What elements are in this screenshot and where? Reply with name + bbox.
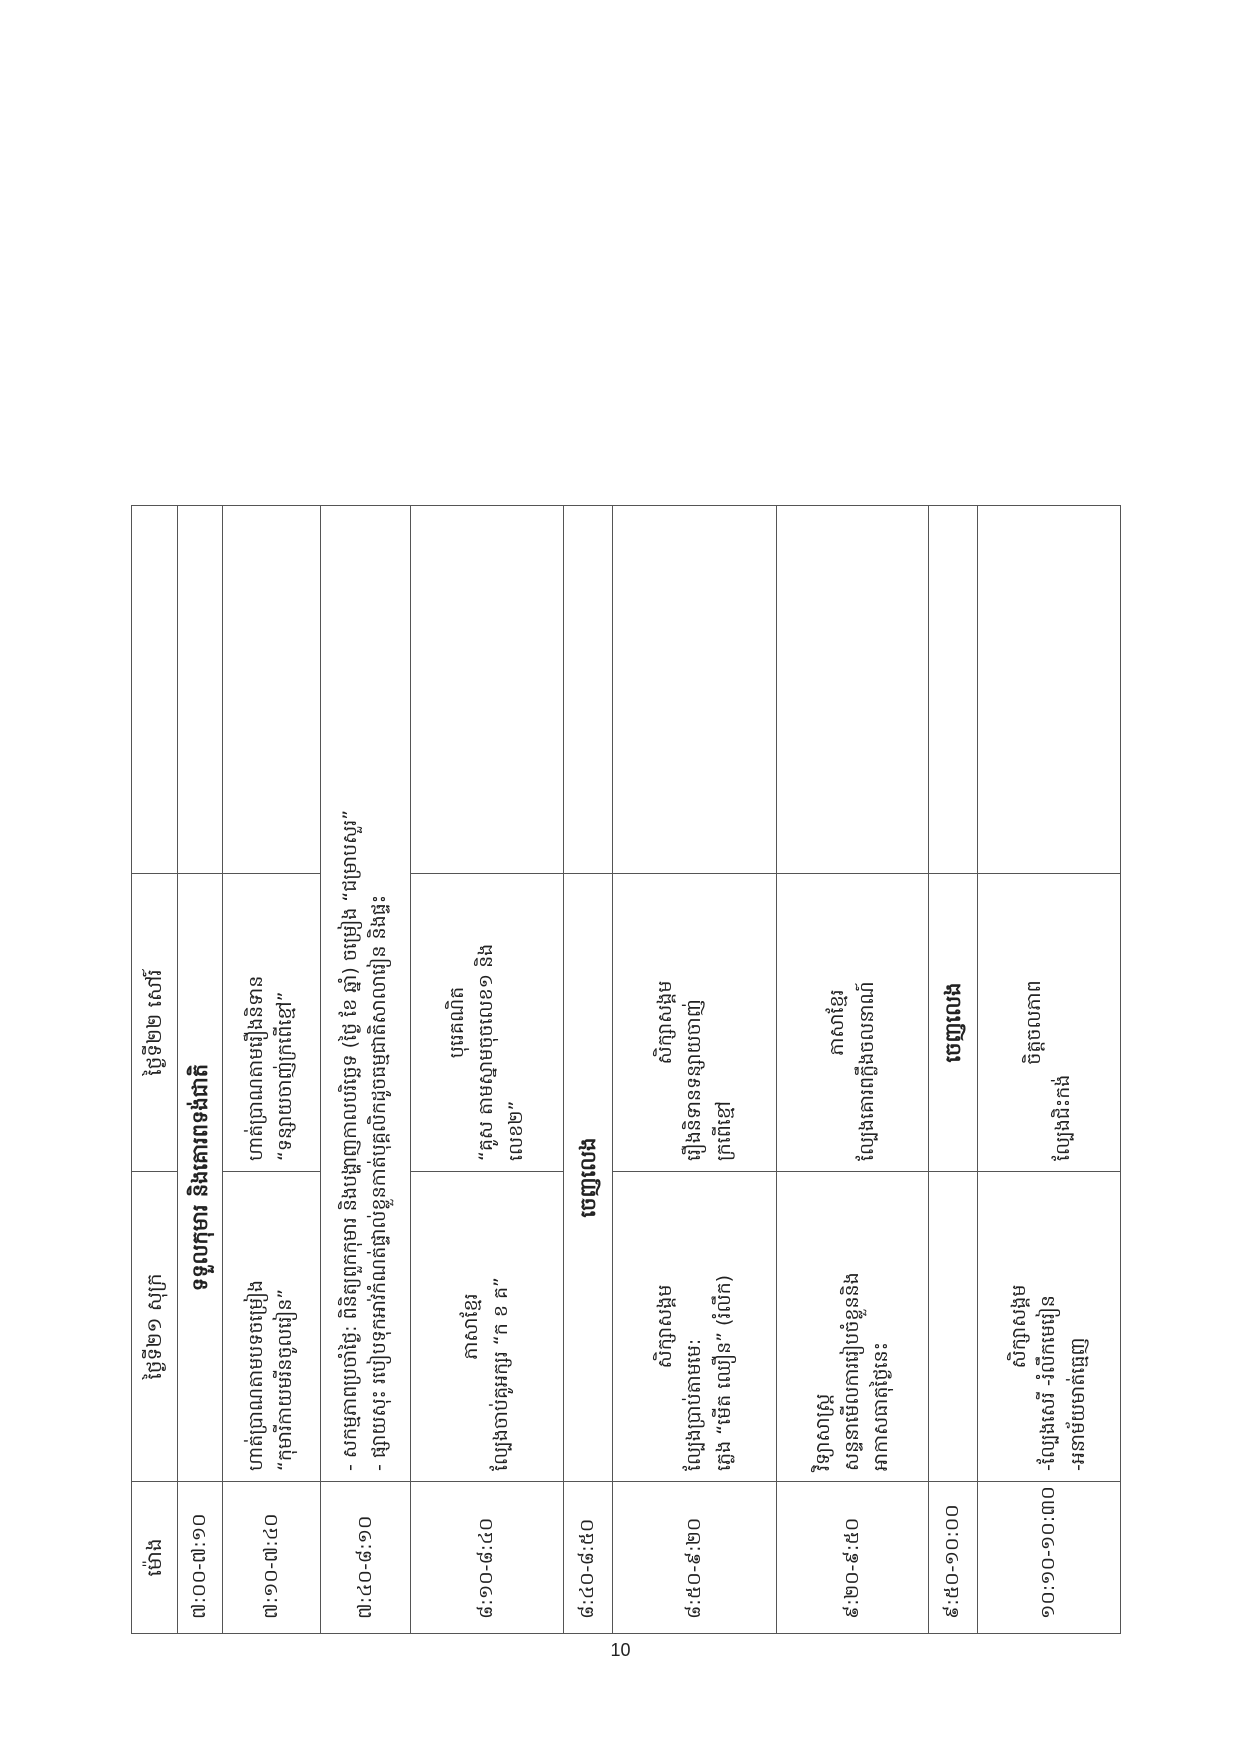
rotated-table-wrapper bbox=[131, 506, 1121, 1634]
subject-label: ភាសាខ្មែរ bbox=[460, 1293, 483, 1360]
activity-line: ល្បែងចាប់គូអក្សរ “ក ខ គ” bbox=[489, 1277, 512, 1471]
activity-line: - ផ្សាយសុះ របៀបទុកអាវ់កំណត់ផ្ទាល់ខ្លួនកាត់បុគ្គលិកដូចធម្មជាតិសាលារៀន និងផ្ទះ bbox=[368, 894, 391, 1471]
activity-line: ល្បែងជិះកង់ bbox=[1051, 1074, 1074, 1161]
activity-cell bbox=[777, 874, 928, 1172]
activity-line: ល្បែងប្រាប់តាមមេ: bbox=[683, 1338, 706, 1471]
activity-cell bbox=[410, 874, 564, 1172]
empty-cell bbox=[613, 506, 777, 874]
activity-line: - សកម្មភាពប្រចាំថ្ងៃ: ពិនិត្យពួកកុមារ និងបង្ហាញកាលបរិច្ឆេទ (ថ្ងៃ ខែ ឆ្នាំ) ចម្រៀង “ជម្រាបសួរ” bbox=[338, 809, 361, 1471]
subject-label: សិក្សាសង្គម bbox=[653, 980, 676, 1065]
table-row bbox=[178, 506, 223, 1634]
activity-line: “គូស តាមស្នាមចុចលេខ១ និង bbox=[475, 943, 498, 1161]
time-cell: ៩:៥០-១០:០០ bbox=[928, 1482, 977, 1634]
subject-label: បុរេគណិត bbox=[445, 986, 468, 1059]
activity-line: សន្ទនាមើលការរៀបចំខ្លួននិង bbox=[840, 1272, 863, 1471]
empty-cell bbox=[564, 506, 613, 874]
activity-line: -ល្បែងសេរី -រំលឹកមេរៀន bbox=[1037, 1295, 1060, 1471]
header-extra bbox=[132, 506, 178, 874]
activity-line: រឿងនិទានទន្សាយចាញ់ bbox=[683, 999, 706, 1161]
header-day-22: ថ្ងៃទី២២ សៅរ៍ bbox=[132, 874, 178, 1172]
table-row bbox=[564, 506, 613, 1634]
activity-line: អាកាសធាតុថ្ងៃនេះ bbox=[870, 1342, 893, 1471]
activity-line: ហាត់ប្រាណតាមរឿងនិទាន bbox=[244, 975, 267, 1161]
activity-line: -អនាម័យមាត់ធ្មេញ bbox=[1066, 1337, 1089, 1471]
table-row bbox=[928, 506, 977, 1634]
subject-label: ចិត្តចលភាព bbox=[1022, 980, 1045, 1065]
activity-line: ហាត់ប្រាណតាមបទចម្រៀង bbox=[244, 1280, 267, 1471]
activity-cell bbox=[613, 1172, 777, 1482]
activity-cell bbox=[410, 1172, 564, 1482]
table-row bbox=[977, 506, 1120, 1634]
time-cell: ៧:១០-៧:៤០ bbox=[222, 1482, 320, 1634]
activity-line: ល្បែងគោរពក្លឹងចលនាណ៍ bbox=[855, 981, 878, 1161]
activity-cell bbox=[222, 874, 320, 1172]
table-row bbox=[613, 506, 777, 1634]
time-cell: ៩:២០-៩:៥០ bbox=[777, 1482, 928, 1634]
activity-cell bbox=[977, 874, 1120, 1172]
table-row bbox=[410, 506, 564, 1634]
activity-cell bbox=[977, 1172, 1120, 1482]
break-cell: ចេញលេង bbox=[928, 874, 977, 1172]
activity-line: “កុមារីកាយមរីនចូលរៀន” bbox=[274, 1288, 297, 1471]
activity-cell bbox=[222, 1172, 320, 1482]
rotated-table bbox=[131, 506, 1121, 1634]
merged-activity-cell: ទទួលកុមារ និងគោរពទង់ជាតិ bbox=[178, 874, 223, 1482]
header-day-21: ថ្ងៃទី២១ សុក្រ bbox=[132, 1172, 178, 1482]
break-cell: ចេញលេង bbox=[564, 874, 613, 1482]
activity-line: ភ្លេង “មើត ឈឿន” (រំលឹក) bbox=[712, 1274, 735, 1471]
table-row bbox=[777, 506, 928, 1634]
subject-label: វិទ្យាសាស្ត្រ bbox=[811, 1393, 834, 1471]
empty-cell bbox=[977, 506, 1120, 874]
header-time: ម៉ោង bbox=[132, 1482, 178, 1634]
empty-cell bbox=[410, 506, 564, 874]
merged-activity-cell bbox=[320, 506, 410, 1482]
time-cell: ១០:១០-១០:៣០ bbox=[977, 1482, 1120, 1634]
activity-cell bbox=[777, 1172, 928, 1482]
subject-label: សិក្សាសង្គម bbox=[653, 1284, 676, 1369]
time-cell: ៧:០០-៧:១០ bbox=[178, 1482, 223, 1634]
activity-line: លេខ២” bbox=[504, 1100, 527, 1161]
header-row bbox=[132, 506, 178, 1634]
empty-cell bbox=[928, 1172, 977, 1482]
time-cell: ៨:៤០-៨:៥០ bbox=[564, 1482, 613, 1634]
page-number: 10 bbox=[610, 1640, 631, 1660]
empty-cell bbox=[222, 506, 320, 874]
empty-cell bbox=[928, 506, 977, 874]
empty-cell bbox=[178, 506, 223, 874]
time-cell: ៨:៥០-៩:២០ bbox=[613, 1482, 777, 1634]
table-row bbox=[320, 506, 410, 1634]
table-row bbox=[222, 506, 320, 1634]
time-cell: ៨:១០-៨:៤០ bbox=[410, 1482, 564, 1634]
subject-label: សិក្សាសង្គម bbox=[1007, 1284, 1030, 1369]
time-cell: ៧:៤០-៨:១០ bbox=[320, 1482, 410, 1634]
empty-cell bbox=[777, 506, 928, 874]
schedule-table bbox=[131, 505, 1121, 1634]
subject-label: ភាសាខ្មែរ bbox=[826, 989, 849, 1056]
activity-cell bbox=[613, 874, 777, 1172]
activity-line: ក្រពើខ្មៅ bbox=[712, 1101, 735, 1161]
activity-line: “ទន្សាយចាញ់ក្រពើខ្មៅ” bbox=[274, 991, 297, 1161]
